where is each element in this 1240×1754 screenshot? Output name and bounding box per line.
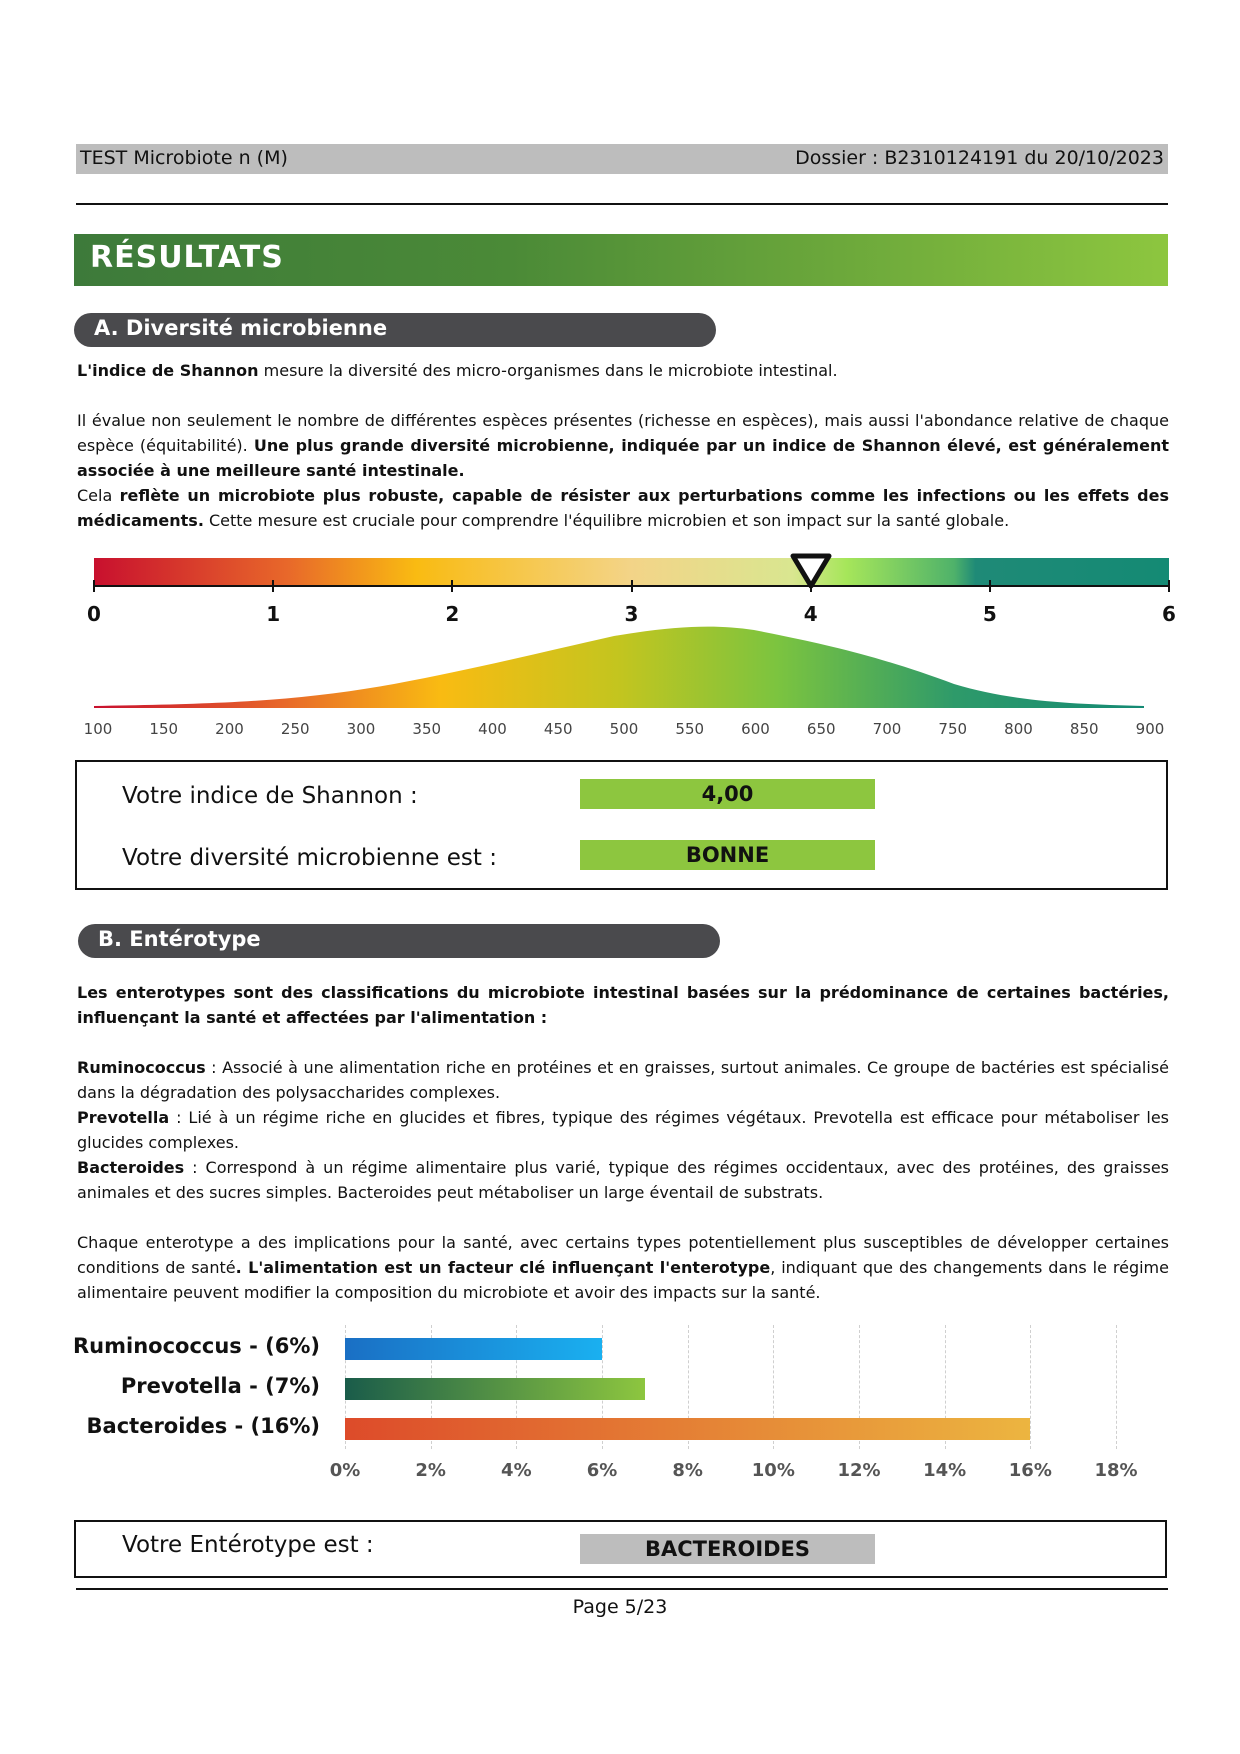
shannon-expl-rest: Cette mesure est cruciale pour comprendre l'équilibre microbien et son impact sur la santé globale.: [203, 511, 1010, 530]
enterotype-conclusion: [77, 1230, 1169, 1305]
shannon-intro-rest: mesure la diversité des micro-organismes dans le microbiote intestinal.: [258, 361, 838, 380]
scale-tick: [451, 580, 453, 592]
distribution-label: 350: [412, 720, 442, 738]
distribution-label: 850: [1069, 720, 1099, 738]
header-dossier: Dossier : B2310124191 du 20/10/2023: [795, 147, 1164, 169]
shannon-index-label: Votre indice de Shannon :: [122, 783, 418, 809]
footer-rule: [76, 1588, 1168, 1590]
shannon-index-value: 4,00: [580, 779, 875, 809]
distribution-label: 200: [215, 720, 244, 738]
shannon-expl-plain-2: Cela: [77, 486, 120, 505]
header-test-name: TEST Microbiote n (M): [80, 147, 288, 169]
distribution-label: 900: [1135, 720, 1165, 738]
diversity-label: Votre diversité microbienne est :: [122, 845, 497, 871]
section-b-title: B. Entérotype: [78, 924, 720, 958]
chart-grid-line: [1030, 1325, 1031, 1449]
distribution-label: 800: [1004, 720, 1033, 738]
shannon-explanation: [77, 408, 1169, 533]
enterotype-label: Votre Entérotype est :: [122, 1532, 374, 1558]
scale-tick: [631, 580, 633, 592]
chart-x-tick-label: 12%: [837, 1460, 881, 1481]
chart-x-tick-label: 18%: [1094, 1460, 1138, 1481]
enterotype-descriptions: [77, 1055, 1169, 1205]
chart-x-tick-label: 6%: [586, 1460, 618, 1481]
page-number: Page 5/23: [572, 1596, 668, 1618]
distribution-label: 650: [806, 720, 836, 738]
results-title: RÉSULTATS: [74, 234, 1168, 286]
shannon-expl-bold-2: reflète un microbiote plus robuste, capable de résister aux perturbations comme les infections ou les effets des médicaments.: [77, 486, 1169, 530]
enterotype-intro: Les enterotypes sont des classifications du microbiote intestinal basées sur la prédominance de certaines bactéries, influençant la santé et affectées par l'alimentation :: [77, 983, 1169, 1027]
distribution-label: 500: [609, 720, 639, 738]
distribution-label: 100: [83, 720, 113, 738]
scale-tick-label: 2: [445, 602, 460, 626]
chart-x-tick-label: 16%: [1008, 1460, 1052, 1481]
bactero-desc: : Correspond à un régime alimentaire plus varié, typique des régimes occidentaux, avec des protéines, des graisses animales et des sucres simples. Bacteroides peut métaboliser un large éventail de substrats.: [77, 1158, 1169, 1202]
scale-tick-label: 0: [87, 602, 101, 626]
chart-x-tick-label: 2%: [415, 1460, 446, 1481]
chart-grid-line: [1116, 1325, 1117, 1449]
chart-category-label: Ruminococcus - (6%): [73, 1334, 320, 1358]
chart-bar: [345, 1378, 645, 1400]
conclusion-rest: , indiquant que des changements dans le régime alimentaire peuvent modifier la composition du microbiote et avoir des impacts sur la santé.: [77, 1258, 1169, 1302]
chart-bar: [345, 1338, 602, 1360]
scale-tick: [989, 580, 991, 592]
scale-tick: [1168, 580, 1170, 592]
distribution-label: 250: [280, 720, 310, 738]
bactero-name: Bacteroides: [77, 1158, 185, 1177]
scale-tick: [272, 580, 274, 592]
chart-x-tick-label: 10%: [751, 1460, 795, 1481]
scale-tick-label: 4: [803, 602, 818, 626]
distribution-label: 450: [543, 720, 573, 738]
scale-tick-label: 3: [624, 602, 639, 626]
header-rule: [76, 203, 1168, 205]
shannon-intro-bold: L'indice de Shannon: [77, 361, 259, 380]
conclusion-plain: Chaque enterotype a des implications pour la santé, avec certains types potentiellement plus susceptibles de développer certaines conditions de santé: [77, 1233, 1169, 1277]
distribution-label: 150: [149, 720, 179, 738]
chart-x-tick-label: 0%: [329, 1460, 361, 1481]
distribution-label: 550: [675, 720, 705, 738]
diversity-value: BONNE: [580, 840, 875, 870]
enterotype-value: BACTEROIDES: [580, 1534, 875, 1564]
distribution-label: 750: [938, 720, 968, 738]
chart-x-tick-label: 14%: [923, 1460, 967, 1481]
shannon-expl-bold: Une plus grande diversité microbienne, indiquée par un indice de Shannon élevé, est généralement associée à une meilleure santé intestinale.: [77, 436, 1169, 480]
prevo-name: Prevotella: [77, 1108, 170, 1127]
distribution-label: 600: [741, 720, 770, 738]
diversity-distribution-curve: [94, 624, 1154, 708]
shannon-expl-plain: Il évalue non seulement le nombre de différentes espèces présentes (richesse en espèces), mais aussi l'abondance relative de chaque espèce (équitabilité).: [77, 411, 1169, 455]
chart-x-tick-label: 8%: [672, 1460, 703, 1481]
chart-bar: [345, 1418, 1030, 1440]
distribution-label: 300: [346, 720, 376, 738]
distribution-label: 700: [872, 720, 902, 738]
scale-tick-label: 1: [266, 602, 281, 626]
chart-x-tick-label: 4%: [501, 1460, 532, 1481]
scale-tick-label: 5: [982, 602, 997, 626]
rumino-name: Ruminococcus: [77, 1058, 206, 1077]
conclusion-bold: . L'alimentation est un facteur clé influençant l'enterotype: [235, 1258, 771, 1277]
scale-tick: [93, 580, 95, 592]
distribution-label: 400: [478, 720, 507, 738]
scale-tick-label: 6: [1162, 602, 1176, 626]
prevo-desc: : Lié à un régime riche en glucides et fibres, typique des régimes végétaux. Prevotella est efficace pour métaboliser les glucides complexes.: [77, 1108, 1169, 1152]
chart-category-label: Bacteroides - (16%): [86, 1414, 320, 1438]
shannon-intro: [77, 358, 1169, 383]
rumino-desc: : Associé à une alimentation riche en protéines et en graisses, surtout animales. Ce groupe de bactéries est spécialisé dans la dégradation des polysaccharides complexes.: [77, 1058, 1169, 1102]
shannon-marker-icon: [789, 553, 833, 589]
chart-category-label: Prevotella - (7%): [120, 1374, 320, 1398]
section-a-title: A. Diversité microbienne: [74, 313, 716, 347]
